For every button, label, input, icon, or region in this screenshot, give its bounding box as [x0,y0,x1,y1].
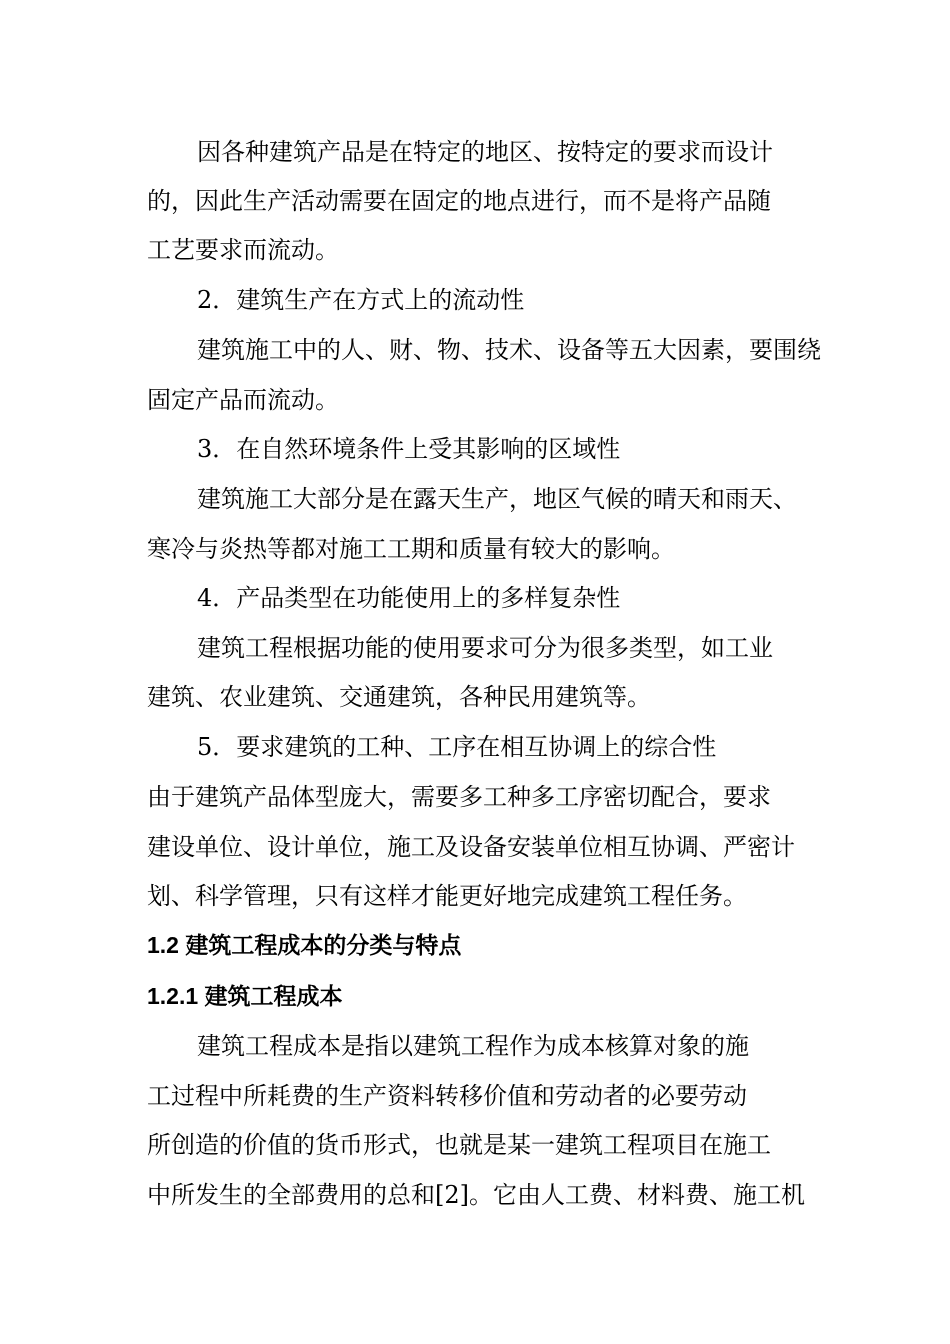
paragraph-line: 建筑施工大部分是在露天生产，地区气候的晴天和雨天、 [197,485,797,513]
paragraph-line: 固定产品而流动。 [147,386,339,414]
list-item-title: 3．在自然环境条件上受其影响的区域性 [197,435,621,463]
paragraph-line: 中所发生的全部费用的总和[2]。它由人工费、材料费、施工机 [147,1181,805,1209]
paragraph-line: 的，因此生产活动需要在固定的地点进行，而不是将产品随 [147,187,771,215]
paragraph-line: 建筑工程成本是指以建筑工程作为成本核算对象的施 [197,1032,749,1060]
paragraph-line: 建筑、农业建筑、交通建筑，各种民用建筑等。 [147,683,651,711]
list-item-title: 2．建筑生产在方式上的流动性 [197,286,525,314]
paragraph-line: 建筑施工中的人、财、物、技术、设备等五大因素，要围绕 [197,336,821,364]
paragraph-line: 工过程中所耗费的生产资料转移价值和劳动者的必要劳动 [147,1082,747,1110]
paragraph-line: 建筑工程根据功能的使用要求可分为很多类型，如工业 [197,634,773,662]
paragraph-line: 建设单位、设计单位，施工及设备安装单位相互协调、严密计 [147,833,795,861]
paragraph-line: 由于建筑产品体型庞大，需要多工种多工序密切配合，要求 [147,783,771,811]
section-heading: 1.2 建筑工程成本的分类与特点 [147,932,462,958]
list-item-title: 4．产品类型在功能使用上的多样复杂性 [197,584,621,612]
paragraph-line: 寒冷与炎热等都对施工工期和质量有较大的影响。 [147,535,675,563]
subsection-heading: 1.2.1 建筑工程成本 [147,983,343,1009]
paragraph-line: 因各种建筑产品是在特定的地区、按特定的要求而设计 [197,138,773,166]
paragraph-line: 工艺要求而流动。 [147,236,339,264]
paragraph-line: 所创造的价值的货币形式，也就是某一建筑工程项目在施工 [147,1131,771,1159]
list-item-title: 5．要求建筑的工种、工序在相互协调上的综合性 [197,733,717,761]
paragraph-line: 划、科学管理，只有这样才能更好地完成建筑工程任务。 [147,882,747,910]
